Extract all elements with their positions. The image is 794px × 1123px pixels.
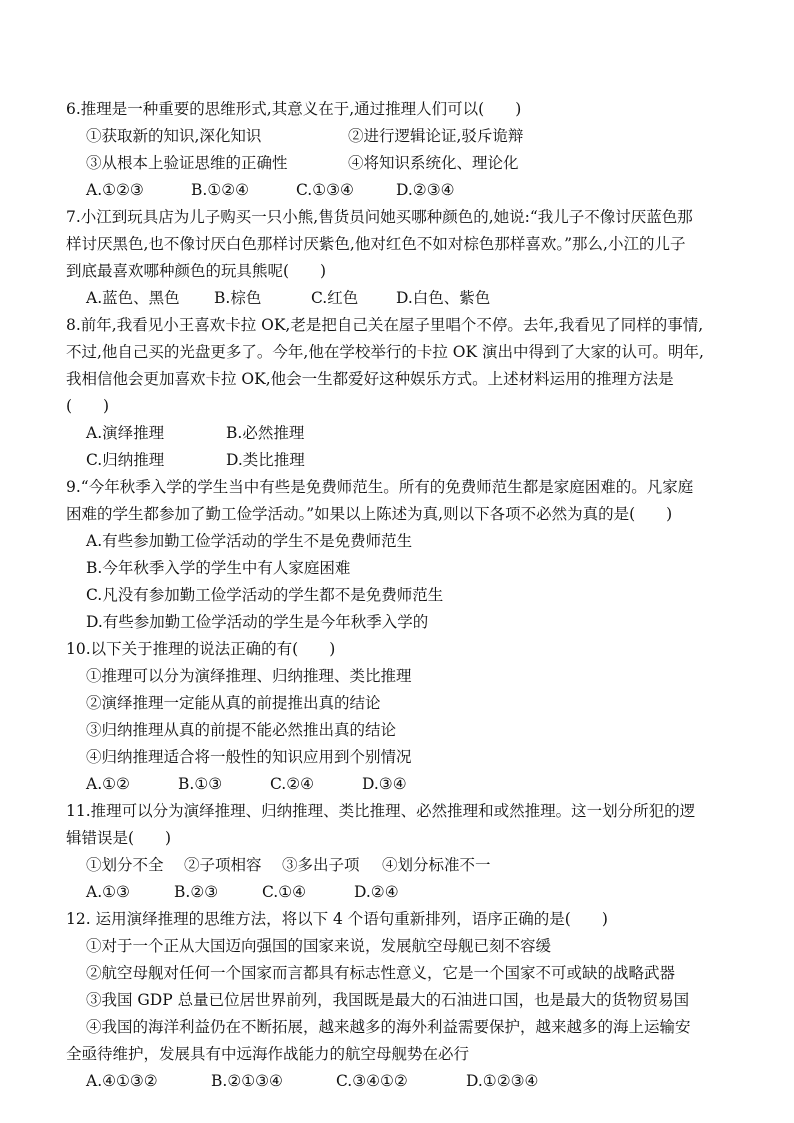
q12-choice-d[interactable]: D.①②③④ [466,1072,539,1090]
question-8-stem-line-3: 我相信他会更加喜欢卡拉 OK,他会一生都爱好这种娱乐方式。上述材料运用的推理方法是 [66,370,674,388]
q6-choice-a[interactable]: A.①②③ [86,181,144,199]
q10-choice-b[interactable]: B.①③ [178,775,223,793]
q12-choice-b[interactable]: B.②①③④ [211,1072,283,1090]
question-11-stem-line-1: 11.推理可以分为演绎推理、归纳推理、类比推理、必然推理和或然推理。这一划分所犯的逻 [66,802,696,820]
q12-item-3: ③我国 GDP 总量已位居世界前列，我国既是最大的石油进口国，也是最大的货物贸易国 [86,991,690,1009]
question-11-stem-line-2: 辑错误是( ) [66,829,172,847]
question-8 [66,312,728,474]
question-7-stem-line-1: 7.小江到玩具店为儿子购买一只小熊,售货员问她买哪种颜色的,她说:“我儿子不像讨厌蓝色那 [66,208,693,226]
q7-choice-d[interactable]: D.白色、紫色 [396,289,491,307]
q9-choice-a[interactable]: A.有些参加勤工俭学活动的学生不是免费师范生 [86,532,413,550]
q11-choice-a[interactable]: A.①③ [86,883,130,901]
q12-choice-a[interactable]: A.④①③② [86,1072,158,1090]
q12-item-2: ②航空母舰对任何一个国家而言都具有标志性意义，它是一个国家不可或缺的战略武器 [86,964,676,982]
q10-choice-c[interactable]: C.②④ [270,775,315,793]
q11-choice-c[interactable]: C.①④ [262,883,307,901]
q6-item-3: ③从根本上验证思维的正确性 [86,154,288,172]
q7-choice-c[interactable]: C.红色 [311,289,359,307]
question-7 [66,204,728,312]
q10-item-2: ②演绎推理一定能从真的前提推出真的结论 [86,694,381,712]
question-9 [66,474,728,636]
question-6-stem: 6.推理是一种重要的思维形式,其意义在于,通过推理人们可以( ) [66,100,522,118]
q6-choice-b[interactable]: B.①②④ [191,181,250,199]
question-7-stem-line-3: 到底最喜欢哪种颜色的玩具熊呢( ) [66,262,327,280]
q6-choice-d[interactable]: D.②③④ [396,181,455,199]
question-6 [66,96,728,204]
q6-item-2: ②进行逻辑论证,驳斥诡辩 [348,127,524,145]
question-11 [66,798,728,906]
q10-choice-a[interactable]: A.①② [86,775,130,793]
q8-choice-b[interactable]: B.必然推理 [226,424,305,442]
q12-item-1: ①对于一个正从大国迈向强国的国家来说，发展航空母舰已刻不容缓 [86,937,552,955]
question-10-stem: 10.以下关于推理的说法正确的有( ) [66,640,336,658]
q11-choice-b[interactable]: B.②③ [174,883,219,901]
question-9-stem-line-2: 困难的学生都参加了勤工俭学活动。”如果以上陈述为真,则以下各项不必然为真的是( ) [66,505,673,523]
question-12 [66,906,728,1095]
q10-item-1: ①推理可以分为演绎推理、归纳推理、类比推理 [86,667,412,685]
question-8-stem-line-1: 8.前年,我看见小王喜欢卡拉 OK,老是把自己关在屋子里唱个不停。去年,我看见了同样的事情, [66,316,704,334]
question-8-stem-line-4: ( ) [66,397,110,415]
q10-choice-d[interactable]: D.③④ [362,775,407,793]
question-7-stem-line-2: 样讨厌黑色,也不像讨厌白色那样讨厌紫色,他对红色不如对棕色那样喜欢。”那么,小江的儿子 [66,235,686,253]
q8-choice-d[interactable]: D.类比推理 [226,451,305,469]
question-12-stem: 12. 运用演绎推理的思维方法，将以下 4 个语句重新排列，语序正确的是( ) [66,910,608,928]
q9-choice-d[interactable]: D.有些参加勤工俭学活动的学生是今年秋季入学的 [86,613,429,631]
q6-item-4: ④将知识系统化、理论化 [348,154,519,172]
q12-item-4-line-1: ④我国的海洋利益仍在不断拓展，越来越多的海外利益需要保护，越来越多的海上运输安 [86,1018,691,1036]
q8-choice-c[interactable]: C.归纳推理 [86,451,165,469]
q6-choice-c[interactable]: C.①③④ [296,181,354,199]
question-9-stem-line-1: 9.“今年秋季入学的学生当中有些是免费师范生。所有的免费师范生都是家庭困难的。凡家庭 [66,478,694,496]
q11-item-2: ②子项相容 [184,856,262,874]
q11-choice-d[interactable]: D.②④ [354,883,399,901]
q10-item-4: ④归纳推理适合将一般性的知识应用到个别情况 [86,748,412,766]
q12-item-4-line-2: 全亟待维护，发展具有中远海作战能力的航空母舰势在必行 [66,1045,470,1063]
q9-choice-c[interactable]: C.凡没有参加勤工俭学活动的学生都不是免费师范生 [86,586,444,604]
q11-item-1: ①划分不全 [86,856,164,874]
question-8-stem-line-2: 不过,他自己买的光盘更多了。今年,他在学校举行的卡拉 OK 演出中得到了大家的认可。明年, [66,343,704,361]
q11-item-4: ④划分标准不一 [382,856,491,874]
question-10 [66,636,728,798]
q10-item-3: ③归纳推理从真的前提不能必然推出真的结论 [86,721,397,739]
q9-choice-b[interactable]: B.今年秋季入学的学生中有人家庭困难 [86,559,351,577]
q7-choice-b[interactable]: B.棕色 [214,289,262,307]
q6-item-1: ①获取新的知识,深化知识 [86,127,262,145]
exam-page [66,96,728,1095]
q12-choice-c[interactable]: C.③④①② [336,1072,408,1090]
q11-item-3: ③多出子项 [282,856,360,874]
q8-choice-a[interactable]: A.演绎推理 [86,424,165,442]
q7-choice-a[interactable]: A.蓝色、黑色 [86,289,180,307]
